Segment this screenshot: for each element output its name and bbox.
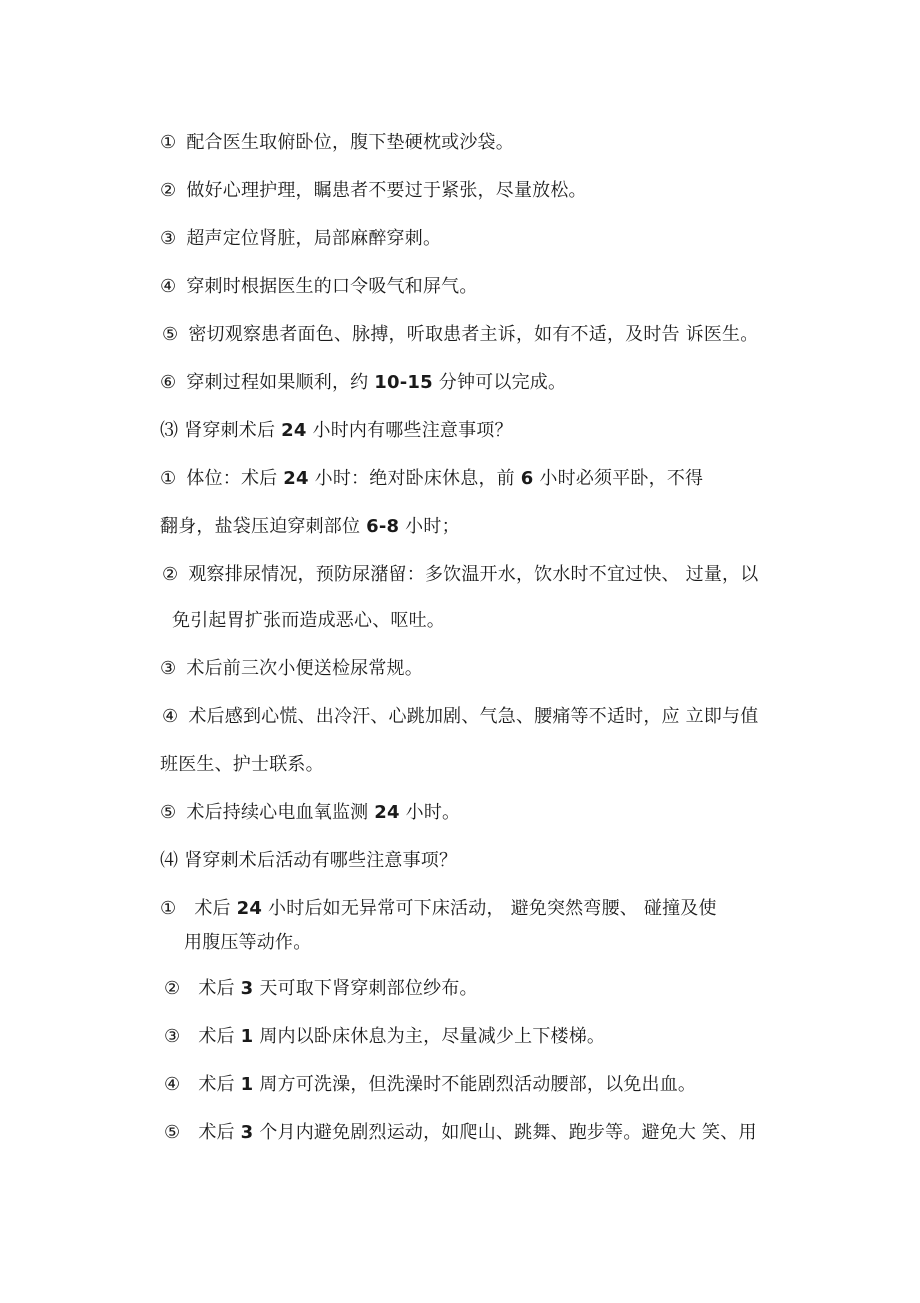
bold-number: 3 bbox=[240, 1122, 254, 1143]
activity-line-1-cont bbox=[184, 931, 311, 955]
bold-number: 24 bbox=[374, 802, 400, 823]
post-op-line-2-cont bbox=[172, 609, 445, 633]
section-heading-4 bbox=[160, 849, 457, 873]
line-text: 小时后如无异常可下床活动， 避免突然弯腰、 碰撞及使 bbox=[262, 898, 717, 919]
line-text: 翻身，盐袋压迫穿刺部位 bbox=[160, 516, 367, 537]
item-number: ② bbox=[164, 978, 181, 999]
line-text: 小时； bbox=[399, 516, 460, 537]
line-text: 术后前三次小便送检尿常规。 bbox=[186, 658, 423, 679]
item-number: ① bbox=[160, 132, 177, 153]
item-number: ⑤ bbox=[160, 802, 177, 823]
line-text: 穿刺过程如果顺利，约 bbox=[186, 372, 375, 393]
line-text: 小时。 bbox=[399, 802, 461, 823]
item-number: ④ bbox=[160, 276, 177, 297]
step-line-5 bbox=[162, 323, 758, 347]
activity-line-5 bbox=[164, 1121, 757, 1145]
item-number: ② bbox=[162, 564, 179, 585]
item-number: ① bbox=[160, 468, 177, 489]
item-number: ① bbox=[160, 898, 177, 919]
item-number: ③ bbox=[164, 1026, 181, 1047]
section-number: ⑶ bbox=[160, 420, 179, 441]
step-line-2 bbox=[160, 179, 587, 203]
heading-text: 肾穿刺术后 bbox=[184, 420, 282, 441]
line-text: 周方可洗澡，但洗澡时不能剧烈活动腰部，以免出血。 bbox=[253, 1074, 697, 1095]
line-text: 小时：绝对卧床休息，前 bbox=[308, 468, 521, 489]
activity-line-1 bbox=[160, 897, 717, 921]
activity-line-3 bbox=[164, 1025, 605, 1049]
line-text: 术后 bbox=[198, 1122, 241, 1143]
heading-text: 小时内有哪些注意事项？ bbox=[306, 420, 513, 441]
item-number: ⑤ bbox=[164, 1122, 181, 1143]
item-number: ④ bbox=[162, 706, 179, 727]
line-text: 术后 bbox=[194, 898, 237, 919]
bold-number: 24 bbox=[283, 468, 309, 489]
line-text: 免引起胃扩张而造成恶心、呕吐。 bbox=[172, 610, 445, 631]
bold-number: 6 bbox=[520, 468, 534, 489]
line-text: 术后感到心慌、出冷汗、心跳加剧、气急、腰痛等不适时，应 立即与值 bbox=[188, 706, 759, 727]
bold-number: 24 bbox=[236, 898, 263, 919]
line-text: 术后持续心电血氧监测 bbox=[186, 802, 375, 823]
bold-number: 1 bbox=[240, 1026, 254, 1047]
bold-number: 3 bbox=[240, 978, 254, 999]
line-text: 穿刺时根据医生的口令吸气和屏气。 bbox=[186, 276, 478, 297]
bold-number: 1 bbox=[240, 1074, 254, 1095]
post-op-line-1 bbox=[160, 467, 703, 491]
item-number: ⑤ bbox=[162, 324, 179, 345]
item-number: ③ bbox=[160, 658, 177, 679]
line-text: 术后 bbox=[198, 1026, 241, 1047]
bold-number: 10-15 bbox=[374, 372, 433, 393]
item-number: ④ bbox=[164, 1074, 181, 1095]
item-number: ⑥ bbox=[160, 372, 177, 393]
item-number: ② bbox=[160, 180, 177, 201]
line-text: 体位：术后 bbox=[186, 468, 284, 489]
line-text: 超声定位肾脏，局部麻醉穿刺。 bbox=[186, 228, 442, 249]
step-line-4 bbox=[160, 275, 478, 299]
activity-line-2 bbox=[164, 977, 478, 1001]
post-op-line-4-cont bbox=[160, 753, 324, 777]
step-line-6 bbox=[160, 371, 566, 395]
line-text: 周内以卧床休息为主，尽量减少上下楼梯。 bbox=[253, 1026, 606, 1047]
line-text: 观察排尿情况，预防尿潴留：多饮温开水，饮水时不宜过快、 过量，以 bbox=[188, 564, 759, 585]
bold-number: 24 bbox=[281, 420, 307, 441]
section-number: ⑷ bbox=[160, 850, 179, 871]
post-op-line-3 bbox=[160, 657, 423, 681]
line-text: 分钟可以完成。 bbox=[432, 372, 567, 393]
line-text: 用腹压等动作。 bbox=[184, 932, 312, 953]
line-text: 配合医生取俯卧位，腹下垫硬枕或沙袋。 bbox=[186, 132, 514, 153]
section-heading-3 bbox=[160, 419, 513, 443]
item-number: ③ bbox=[160, 228, 177, 249]
step-line-1 bbox=[160, 131, 514, 155]
line-text: 密切观察患者面色、脉搏，听取患者主诉，如有不适，及时告 诉医生。 bbox=[188, 324, 759, 345]
post-op-line-1-cont bbox=[160, 515, 460, 539]
step-line-3 bbox=[160, 227, 441, 251]
line-text: 班医生、护士联系。 bbox=[160, 754, 324, 775]
heading-text: 肾穿刺术后活动有哪些注意事项？ bbox=[184, 850, 458, 871]
line-text: 小时必须平卧，不得 bbox=[533, 468, 704, 489]
line-text: 个月内避免剧烈运动，如爬山、跳舞、跑步等。避免大 笑、用 bbox=[253, 1122, 757, 1143]
activity-line-4 bbox=[164, 1073, 696, 1097]
post-op-line-5 bbox=[160, 801, 460, 825]
post-op-line-4 bbox=[162, 705, 758, 729]
bold-number: 6-8 bbox=[366, 516, 400, 537]
line-text: 天可取下肾穿刺部位纱布。 bbox=[253, 978, 478, 999]
line-text: 做好心理护理，瞩患者不要过于紧张，尽量放松。 bbox=[186, 180, 587, 201]
line-text: 术后 bbox=[198, 1074, 241, 1095]
post-op-line-2 bbox=[162, 563, 758, 587]
line-text: 术后 bbox=[198, 978, 241, 999]
